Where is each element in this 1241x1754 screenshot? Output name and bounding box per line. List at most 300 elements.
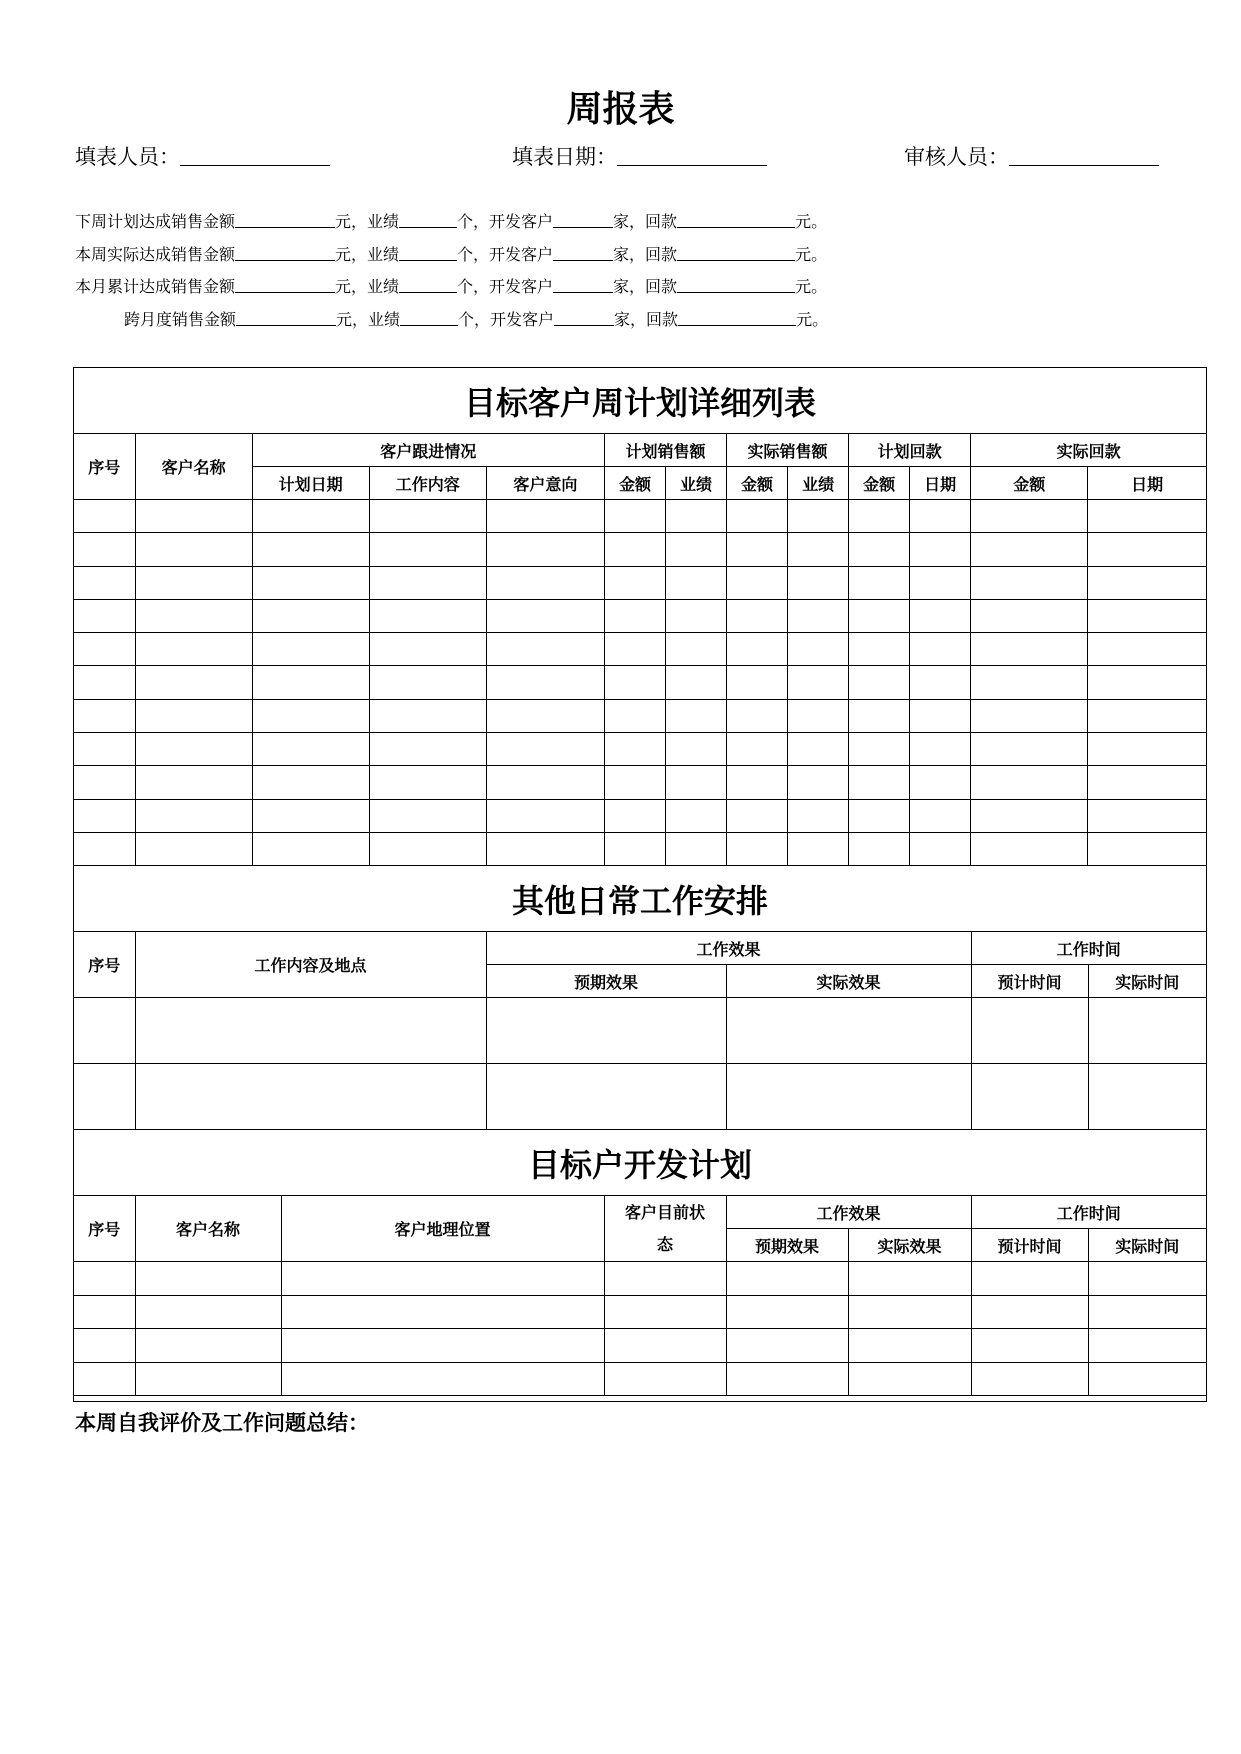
daily-work-rows — [74, 998, 1206, 1130]
amount-blank[interactable] — [236, 308, 336, 326]
summary-line-this-week — [75, 239, 828, 272]
unit-text: 元。 — [795, 244, 828, 264]
table-cell[interactable] — [135, 799, 252, 832]
table-cell[interactable] — [849, 533, 910, 566]
unit-text: 个，开发客户 — [457, 212, 554, 231]
grp-time: 工作时间 — [971, 1196, 1206, 1229]
reviewer-label: 审核人员： — [904, 145, 1009, 169]
collect-blank[interactable] — [678, 308, 796, 326]
table-cell[interactable] — [135, 566, 252, 599]
table-cell[interactable] — [74, 832, 135, 865]
perf-blank[interactable] — [399, 275, 457, 293]
table-cell[interactable] — [369, 500, 486, 533]
table-cell[interactable] — [727, 533, 788, 566]
table-cell[interactable] — [971, 1295, 1088, 1329]
table-cell[interactable] — [788, 733, 849, 766]
dev-blank[interactable] — [553, 243, 613, 261]
table-cell[interactable] — [788, 599, 849, 632]
table-cell[interactable] — [788, 633, 849, 666]
unit-text: 元，业绩 — [335, 277, 400, 296]
table-cell[interactable] — [727, 799, 788, 832]
table-cell[interactable] — [604, 666, 665, 699]
table-cell[interactable] — [665, 599, 726, 632]
target-customer-rows — [74, 500, 1206, 866]
table-row — [74, 799, 1206, 832]
col-perf: 业绩 — [788, 467, 849, 500]
table-cell[interactable] — [665, 500, 726, 533]
table-cell[interactable] — [971, 766, 1088, 799]
table-cell[interactable] — [281, 1262, 604, 1296]
table-cell[interactable] — [848, 1295, 971, 1329]
table-cell[interactable] — [726, 1064, 971, 1130]
table-cell[interactable] — [135, 633, 252, 666]
col-actual-effect: 实际效果 — [726, 965, 971, 998]
table-cell[interactable] — [788, 799, 849, 832]
table-row — [74, 1362, 1206, 1396]
table-cell[interactable] — [910, 533, 971, 566]
table-cell[interactable] — [486, 633, 604, 666]
table-cell[interactable] — [369, 699, 486, 732]
col-content-place: 工作内容及地点 — [135, 932, 486, 998]
unit-text: 元，业绩 — [335, 212, 400, 231]
summary-prefix: 本月累计达成销售金额 — [75, 277, 236, 296]
reviewer-input-line[interactable] — [1009, 145, 1159, 166]
table-cell[interactable] — [252, 666, 369, 699]
table-cell[interactable] — [74, 566, 135, 599]
table-cell[interactable] — [369, 666, 486, 699]
table-cell[interactable] — [604, 1362, 726, 1396]
section-title-target-customer: 目标客户周计划详细列表 — [74, 368, 1206, 434]
table-cell[interactable] — [369, 799, 486, 832]
table-cell[interactable] — [486, 799, 604, 832]
table-cell[interactable] — [74, 733, 135, 766]
unit-text: 家，回款 — [613, 212, 678, 231]
col-expected-time: 预计时间 — [971, 965, 1088, 998]
table-cell[interactable] — [971, 666, 1088, 699]
date-label: 填表日期： — [512, 145, 617, 169]
summary-line-next-week — [75, 206, 828, 239]
table-cell[interactable] — [665, 799, 726, 832]
col-current-status-line1: 客户目前状 — [624, 1202, 705, 1222]
col-seq: 序号 — [74, 932, 135, 998]
table-cell[interactable] — [252, 799, 369, 832]
table-row — [74, 1064, 1206, 1130]
table-cell[interactable] — [1088, 1262, 1206, 1296]
table-row — [74, 599, 1206, 632]
table-cell[interactable] — [369, 832, 486, 865]
table-cell[interactable] — [726, 1362, 848, 1396]
grp-plan-collect: 计划回款 — [849, 434, 971, 467]
table-cell[interactable] — [971, 733, 1088, 766]
table-cell[interactable] — [665, 766, 726, 799]
table-cell[interactable] — [369, 566, 486, 599]
table-row — [74, 1262, 1206, 1296]
table-cell[interactable] — [486, 766, 604, 799]
col-expected-time: 预计时间 — [971, 1229, 1088, 1262]
table-cell[interactable] — [369, 533, 486, 566]
table-cell[interactable] — [665, 699, 726, 732]
table-cell[interactable] — [604, 1329, 726, 1363]
table-cell[interactable] — [971, 998, 1088, 1064]
table-cell[interactable] — [74, 599, 135, 632]
table-cell[interactable] — [252, 832, 369, 865]
col-customer-name: 客户名称 — [135, 434, 252, 500]
col-actual-effect: 实际效果 — [848, 1229, 971, 1262]
table-cell[interactable] — [604, 832, 665, 865]
table-cell[interactable] — [74, 998, 135, 1064]
table-cell[interactable] — [971, 1262, 1088, 1296]
table-cell[interactable] — [665, 832, 726, 865]
table-cell[interactable] — [604, 699, 665, 732]
section-title-daily-work: 其他日常工作安排 — [74, 866, 1206, 932]
table-cell[interactable] — [252, 766, 369, 799]
table-cell[interactable] — [910, 699, 971, 732]
unit-text: 元。 — [795, 277, 828, 296]
table-cell[interactable] — [910, 666, 971, 699]
table-cell[interactable] — [910, 766, 971, 799]
table-cell[interactable] — [849, 799, 910, 832]
table-cell[interactable] — [604, 500, 665, 533]
table-cell[interactable] — [726, 998, 971, 1064]
table-cell[interactable] — [788, 500, 849, 533]
table-row — [74, 998, 1206, 1064]
table-cell[interactable] — [849, 699, 910, 732]
table-cell[interactable] — [665, 566, 726, 599]
table-cell[interactable] — [727, 699, 788, 732]
summary-prefix: 本周实际达成销售金额 — [75, 244, 236, 264]
table-cell[interactable] — [74, 1262, 135, 1296]
table-cell[interactable] — [848, 1262, 971, 1296]
table-cell[interactable] — [281, 1329, 604, 1363]
table-cell[interactable] — [1088, 1295, 1206, 1329]
table-cell[interactable] — [665, 666, 726, 699]
amount-blank[interactable] — [235, 275, 335, 293]
filler-label: 填表人员： — [75, 145, 180, 169]
table-cell[interactable] — [727, 566, 788, 599]
table-cell[interactable] — [369, 599, 486, 632]
sales-summary — [75, 206, 828, 336]
self-evaluation-label: 本周自我评价及工作问题总结： — [75, 1411, 369, 1435]
table-cell[interactable] — [74, 500, 135, 533]
table-cell[interactable] — [788, 766, 849, 799]
table-row — [74, 633, 1206, 666]
table-cell[interactable] — [910, 566, 971, 599]
table-cell[interactable] — [604, 599, 665, 632]
table-cell[interactable] — [74, 766, 135, 799]
dev-blank[interactable] — [553, 275, 613, 293]
table-cell[interactable] — [135, 733, 252, 766]
table-cell[interactable] — [604, 533, 665, 566]
table-cell[interactable] — [1088, 832, 1206, 865]
table-cell[interactable] — [848, 1362, 971, 1396]
table-cell[interactable] — [369, 633, 486, 666]
table-cell[interactable] — [727, 832, 788, 865]
col-plan-date: 计划日期 — [252, 467, 369, 500]
table-cell[interactable] — [971, 832, 1088, 865]
table-cell[interactable] — [788, 533, 849, 566]
table-cell[interactable] — [604, 633, 665, 666]
table-cell[interactable] — [971, 633, 1088, 666]
table-cell[interactable] — [252, 566, 369, 599]
col-work-content: 工作内容 — [369, 467, 486, 500]
table-cell[interactable] — [788, 832, 849, 865]
grp-actual-collect: 实际回款 — [971, 434, 1206, 467]
summary-prefix: 下周计划达成销售金额 — [75, 212, 236, 231]
table-cell[interactable] — [369, 733, 486, 766]
target-customer-table — [74, 368, 1206, 866]
table-cell[interactable] — [727, 633, 788, 666]
table-cell[interactable] — [135, 1295, 281, 1329]
col-intent: 客户意向 — [486, 467, 604, 500]
table-row — [74, 666, 1206, 699]
page-title: 周报表 — [566, 89, 675, 130]
table-row — [74, 500, 1206, 533]
table-cell[interactable] — [74, 699, 135, 732]
table-cell[interactable] — [910, 799, 971, 832]
table-cell[interactable] — [281, 1362, 604, 1396]
report-sheet — [73, 367, 1207, 1402]
collect-blank[interactable] — [677, 243, 795, 261]
date-field — [512, 142, 767, 172]
col-perf: 业绩 — [665, 467, 726, 500]
unit-text: 家，回款 — [613, 277, 678, 296]
table-cell[interactable] — [486, 599, 604, 632]
collect-blank[interactable] — [677, 275, 795, 293]
unit-text: 家，回款 — [613, 244, 678, 264]
table-cell[interactable] — [252, 500, 369, 533]
amount-blank[interactable] — [235, 243, 335, 261]
table-cell[interactable] — [74, 633, 135, 666]
table-cell[interactable] — [1088, 566, 1206, 599]
table-cell[interactable] — [1088, 699, 1206, 732]
table-cell[interactable] — [726, 1329, 848, 1363]
table-cell[interactable] — [252, 633, 369, 666]
table-cell[interactable] — [604, 566, 665, 599]
table-cell[interactable] — [135, 533, 252, 566]
grp-time: 工作时间 — [971, 932, 1206, 965]
table-cell[interactable] — [910, 832, 971, 865]
table-cell[interactable] — [369, 766, 486, 799]
table-cell[interactable] — [135, 666, 252, 699]
table-cell[interactable] — [604, 766, 665, 799]
unit-text: 元，业绩 — [336, 309, 401, 329]
dev-blank[interactable] — [553, 210, 613, 228]
table-cell[interactable] — [727, 766, 788, 799]
table-row — [74, 832, 1206, 865]
table-cell[interactable] — [849, 766, 910, 799]
perf-blank[interactable] — [399, 210, 457, 228]
table-cell[interactable] — [1088, 766, 1206, 799]
table-cell[interactable] — [971, 1362, 1088, 1396]
table-cell[interactable] — [135, 1262, 281, 1296]
table-cell[interactable] — [910, 599, 971, 632]
table-cell[interactable] — [74, 1329, 135, 1363]
table-cell[interactable] — [726, 1295, 848, 1329]
table-cell[interactable] — [1088, 1064, 1206, 1130]
table-cell[interactable] — [727, 500, 788, 533]
table-cell[interactable] — [788, 699, 849, 732]
table-cell[interactable] — [727, 733, 788, 766]
table-cell[interactable] — [665, 733, 726, 766]
table-cell[interactable] — [135, 998, 486, 1064]
perf-blank[interactable] — [399, 243, 457, 261]
table-cell[interactable] — [665, 633, 726, 666]
col-amount: 金额 — [604, 467, 665, 500]
grp-actual-sales: 实际销售额 — [727, 434, 849, 467]
grp-plan-sales: 计划销售额 — [604, 434, 726, 467]
table-cell[interactable] — [252, 699, 369, 732]
table-cell[interactable] — [135, 1362, 281, 1396]
table-cell[interactable] — [486, 998, 726, 1064]
table-cell[interactable] — [971, 533, 1088, 566]
col-expected-effect: 预期效果 — [486, 965, 726, 998]
table-cell[interactable] — [604, 733, 665, 766]
reviewer-field — [904, 142, 1159, 172]
table-row — [74, 1295, 1206, 1329]
table-cell[interactable] — [486, 666, 604, 699]
table-cell[interactable] — [486, 832, 604, 865]
table-cell[interactable] — [1088, 599, 1206, 632]
filler-field — [75, 142, 330, 172]
table-cell[interactable] — [74, 1064, 135, 1130]
table-cell[interactable] — [849, 599, 910, 632]
table-cell[interactable] — [971, 599, 1088, 632]
table-row — [74, 766, 1206, 799]
table-cell[interactable] — [726, 1262, 848, 1296]
table-cell[interactable] — [910, 500, 971, 533]
table-cell[interactable] — [135, 1329, 281, 1363]
table-cell[interactable] — [788, 666, 849, 699]
table-cell[interactable] — [281, 1295, 604, 1329]
unit-text: 家，回款 — [614, 309, 679, 329]
summary-prefix: 跨月度销售金额 — [124, 309, 237, 329]
col-amount: 金额 — [849, 467, 910, 500]
table-row — [74, 566, 1206, 599]
table-cell[interactable] — [849, 500, 910, 533]
table-cell[interactable] — [1088, 1329, 1206, 1363]
col-amount: 金额 — [971, 467, 1088, 500]
table-row — [74, 533, 1206, 566]
unit-text: 元。 — [795, 212, 828, 231]
col-customer-name: 客户名称 — [135, 1196, 281, 1262]
table-cell[interactable] — [486, 566, 604, 599]
table-cell[interactable] — [74, 1362, 135, 1396]
grp-effect: 工作效果 — [726, 1196, 971, 1229]
perf-blank[interactable] — [400, 308, 458, 326]
table-cell[interactable] — [849, 633, 910, 666]
table-cell[interactable] — [1088, 633, 1206, 666]
unit-text: 元，业绩 — [335, 244, 400, 264]
table-cell[interactable] — [1088, 666, 1206, 699]
table-cell[interactable] — [971, 799, 1088, 832]
table-cell[interactable] — [486, 699, 604, 732]
unit-text: 元。 — [796, 309, 829, 329]
table-cell[interactable] — [1088, 998, 1206, 1064]
dev-plan-rows — [74, 1262, 1206, 1396]
table-cell[interactable] — [74, 533, 135, 566]
section-title-dev-plan: 目标户开发计划 — [74, 1130, 1206, 1196]
table-cell[interactable] — [727, 666, 788, 699]
table-cell[interactable] — [971, 1064, 1088, 1130]
table-cell[interactable] — [604, 799, 665, 832]
col-seq: 序号 — [74, 1196, 135, 1262]
table-cell[interactable] — [252, 533, 369, 566]
col-expected-effect: 预期效果 — [726, 1229, 848, 1262]
table-cell[interactable] — [74, 666, 135, 699]
collect-blank[interactable] — [677, 210, 795, 228]
table-cell[interactable] — [849, 566, 910, 599]
dev-plan-table — [74, 1130, 1206, 1396]
table-cell[interactable] — [486, 1064, 726, 1130]
table-cell[interactable] — [971, 566, 1088, 599]
dev-blank[interactable] — [554, 308, 614, 326]
table-cell[interactable] — [1088, 733, 1206, 766]
table-row — [74, 733, 1206, 766]
table-cell[interactable] — [849, 832, 910, 865]
table-cell[interactable] — [135, 1064, 486, 1130]
table-cell[interactable] — [910, 633, 971, 666]
table-cell[interactable] — [74, 1295, 135, 1329]
col-date: 日期 — [910, 467, 971, 500]
table-cell[interactable] — [1088, 1362, 1206, 1396]
table-cell[interactable] — [604, 1262, 726, 1296]
table-cell[interactable] — [135, 699, 252, 732]
table-cell[interactable] — [135, 500, 252, 533]
table-cell[interactable] — [727, 599, 788, 632]
table-cell[interactable] — [971, 500, 1088, 533]
col-seq: 序号 — [74, 434, 135, 500]
table-cell[interactable] — [135, 766, 252, 799]
table-row — [74, 699, 1206, 732]
grp-followup: 客户跟进情况 — [252, 434, 604, 467]
unit-text: 个，开发客户 — [457, 277, 554, 296]
table-cell[interactable] — [1088, 500, 1206, 533]
table-cell[interactable] — [849, 733, 910, 766]
table-cell[interactable] — [849, 666, 910, 699]
table-cell[interactable] — [486, 533, 604, 566]
col-date: 日期 — [1088, 467, 1206, 500]
col-location: 客户地理位置 — [281, 1196, 604, 1262]
table-cell[interactable] — [74, 799, 135, 832]
unit-text: 个，开发客户 — [458, 309, 555, 329]
table-cell[interactable] — [665, 533, 726, 566]
col-actual-time: 实际时间 — [1088, 965, 1206, 998]
table-cell[interactable] — [971, 1329, 1088, 1363]
grp-effect: 工作效果 — [486, 932, 971, 965]
table-cell[interactable] — [788, 566, 849, 599]
table-cell[interactable] — [848, 1329, 971, 1363]
table-cell[interactable] — [910, 733, 971, 766]
table-cell[interactable] — [252, 733, 369, 766]
table-cell[interactable] — [135, 599, 252, 632]
table-cell[interactable] — [486, 733, 604, 766]
table-cell[interactable] — [604, 1295, 726, 1329]
table-cell[interactable] — [1088, 799, 1206, 832]
col-current-status — [604, 1196, 726, 1262]
table-cell[interactable] — [252, 599, 369, 632]
table-cell[interactable] — [1088, 533, 1206, 566]
table-cell[interactable] — [135, 832, 252, 865]
table-cell[interactable] — [971, 699, 1088, 732]
table-cell[interactable] — [486, 500, 604, 533]
summary-line-cross-month — [75, 304, 828, 337]
filler-input-line[interactable] — [180, 145, 330, 166]
date-input-line[interactable] — [617, 145, 767, 166]
amount-blank[interactable] — [235, 210, 335, 228]
col-amount: 金额 — [727, 467, 788, 500]
summary-line-month-total — [75, 271, 828, 304]
col-actual-time: 实际时间 — [1088, 1229, 1206, 1262]
